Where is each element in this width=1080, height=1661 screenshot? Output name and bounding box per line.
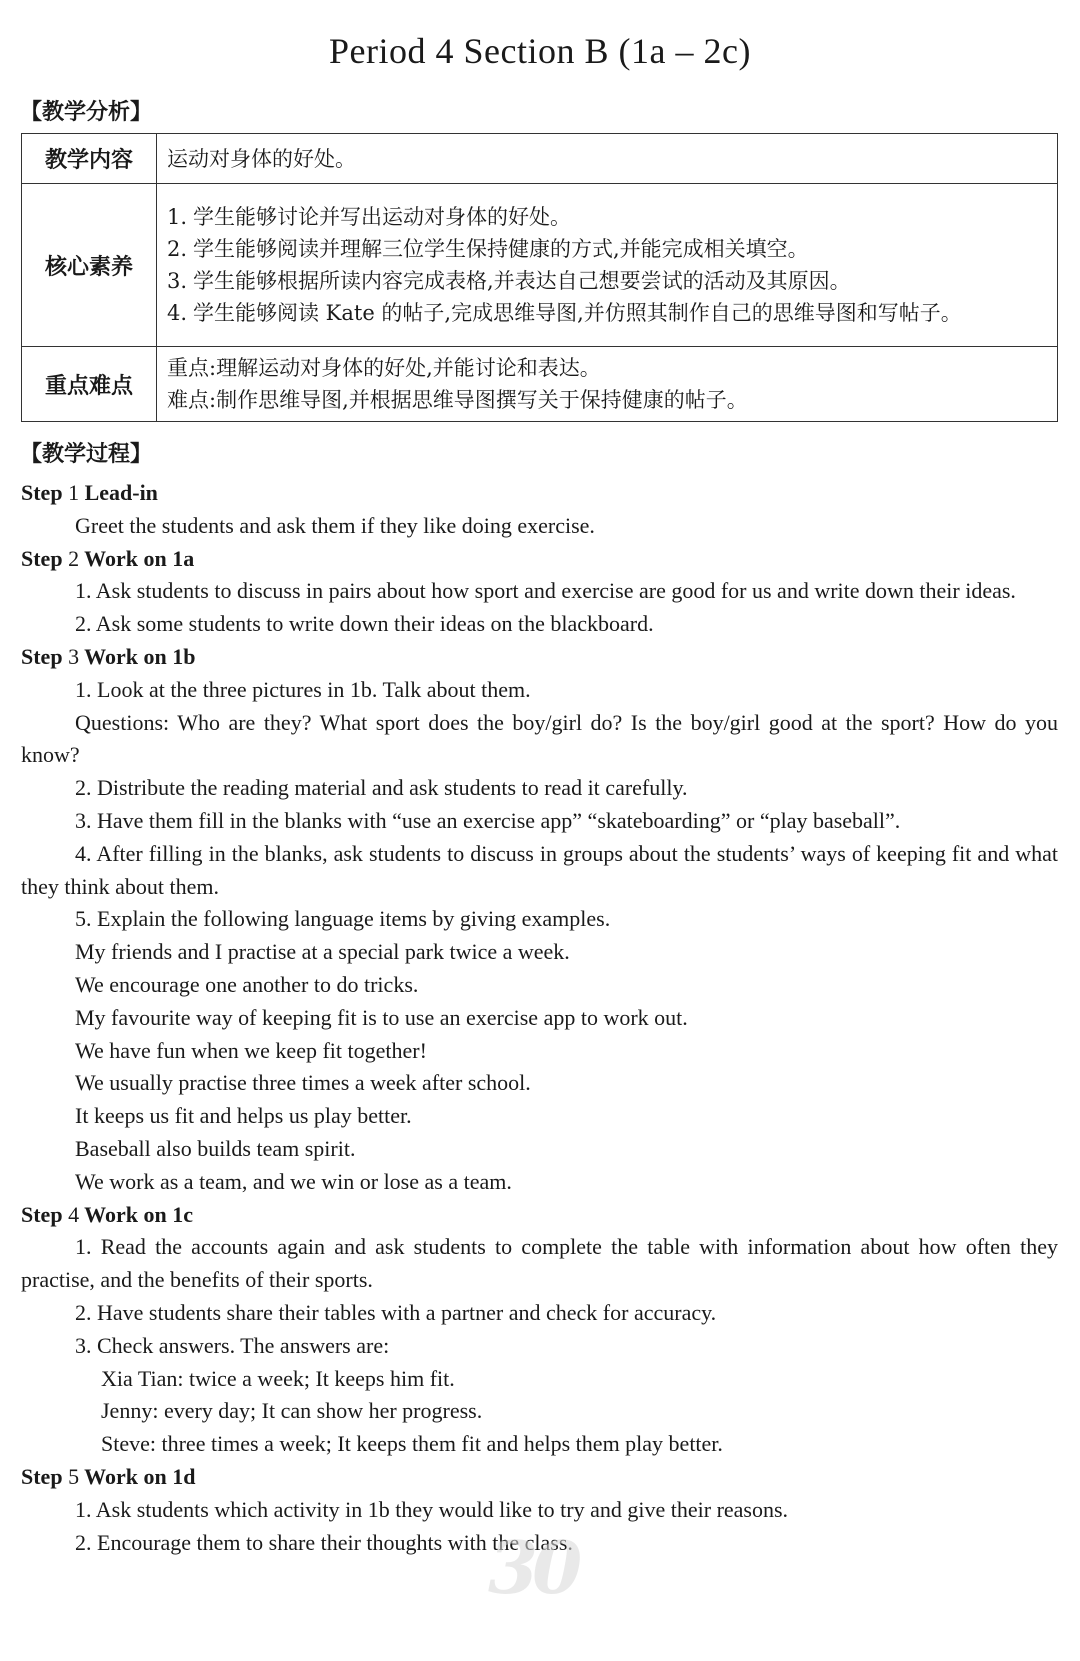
step-heading: Step 4 Work on 1c: [21, 1201, 193, 1227]
paragraph: 2. Have students share their tables with a partner and check for accuracy.: [75, 1299, 717, 1325]
step-heading: Step 5 Work on 1d: [21, 1463, 196, 1489]
paragraph: 3. Check answers. The answers are:: [75, 1332, 390, 1358]
paragraph: 1. Read the accounts again and ask students to complete the table with information about how often they practise, and the benefits of their sports.: [21, 1234, 1058, 1293]
page-title: Period 4 Section B (1a – 2c): [329, 31, 751, 71]
table-row: [22, 347, 1058, 422]
list-item: 4. 学生能够阅读 Kate 的帖子,完成思维导图,并仿照其制作自己的思维导图和写帖子。: [167, 301, 962, 325]
example-sentence: My favourite way of keeping fit is to use an exercise app to work out.: [75, 1004, 688, 1030]
step-heading: Step 1 Lead-in: [21, 480, 158, 505]
paragraph: 5. Explain the following language items by giving examples.: [75, 906, 611, 932]
row-label-key-points: 重点难点: [22, 347, 157, 422]
example-sentence: My friends and I practise at a special park twice a week.: [75, 939, 570, 965]
analysis-section-label: 【教学分析】: [20, 100, 153, 125]
example-sentence: We work as a team, and we win or lose as a team.: [75, 1168, 512, 1194]
example-sentence: Baseball also builds team spirit.: [75, 1135, 356, 1161]
answer-line: Jenny: every day; It can show her progress.: [101, 1398, 483, 1424]
difficult-point-line: 难点:制作思维导图,并根据思维导图撰写关于保持健康的帖子。: [167, 388, 748, 412]
paragraph: 1. Ask students which activity in 1b they would like to try and give their reasons.: [75, 1496, 789, 1522]
paragraph: 1. Ask students to discuss in pairs about how sport and exercise are good for us and write down their ideas.: [75, 578, 1016, 604]
analysis-table: [21, 133, 1058, 422]
table-row: [22, 184, 1058, 347]
paragraph: Greet the students and ask them if they like doing exercise.: [75, 512, 595, 538]
example-sentence: We usually practise three times a week after school.: [75, 1070, 531, 1096]
row-competence-list: [157, 184, 1058, 347]
step-heading: Step 3 Work on 1b: [21, 643, 196, 669]
paragraph: Questions: Who are they? What sport does the boy/girl do? Is the boy/girl good at the sport? How do you know?: [21, 709, 1058, 768]
example-sentence: It keeps us fit and helps us play better.: [75, 1103, 412, 1129]
step-heading: Step 2 Work on 1a: [21, 545, 195, 571]
row-content-text: 运动对身体的好处。: [157, 134, 1058, 184]
list-item: 3. 学生能够根据所读内容完成表格,并表达自己想要尝试的活动及其原因。: [167, 269, 851, 293]
list-item: 1. 学生能够讨论并写出运动对身体的好处。: [167, 205, 571, 229]
process-section-label: 【教学过程】: [20, 442, 153, 467]
row-label-content: 教学内容: [22, 134, 157, 184]
paragraph: 3. Have them fill in the blanks with “use an exercise app” “skateboarding” or “play baseball”.: [75, 807, 901, 833]
row-key-points-text: [157, 347, 1058, 422]
key-point-line: 重点:理解运动对身体的好处,并能讨论和表达。: [167, 356, 601, 380]
row-label-competence: 核心素养: [22, 184, 157, 347]
paragraph: 2. Encourage them to share their thoughts with the class.: [75, 1529, 573, 1555]
answer-line: Steve: three times a week; It keeps them fit and helps them play better.: [101, 1431, 723, 1457]
paragraph: 4. After filling in the blanks, ask students to discuss in groups about the students’ ways of keeping fit and what they think about them.: [21, 840, 1058, 899]
paragraph: 2. Ask some students to write down their ideas on the blackboard.: [75, 611, 654, 637]
paragraph: 2. Distribute the reading material and ask students to read it carefully.: [75, 775, 688, 801]
example-sentence: We encourage one another to do tricks.: [75, 971, 419, 997]
teaching-process: [21, 477, 1058, 1559]
example-sentence: We have fun when we keep fit together!: [75, 1037, 427, 1063]
answer-line: Xia Tian: twice a week; It keeps him fit.: [101, 1365, 455, 1391]
list-item: 2. 学生能够阅读并理解三位学生保持健康的方式,并能完成相关填空。: [167, 237, 809, 261]
paragraph: 1. Look at the three pictures in 1b. Talk about them.: [75, 676, 531, 702]
page-number: 30: [488, 1525, 577, 1610]
table-row: [22, 134, 1058, 184]
